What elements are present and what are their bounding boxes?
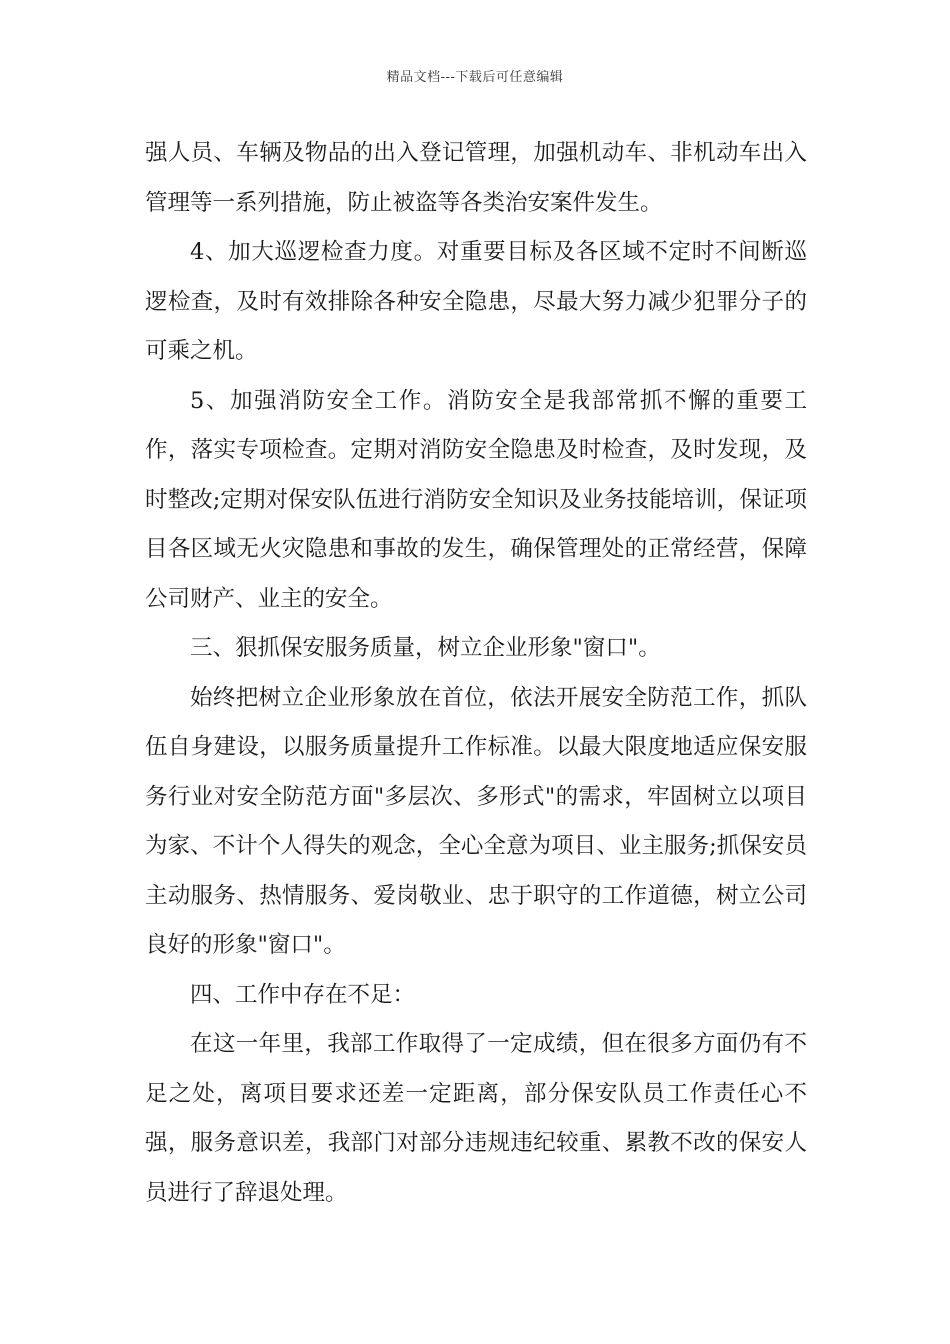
paragraph-patrol-inspection: 4、加大巡逻检查力度。对重要目标及各区域不定时不间断巡逻检查，及时有效排除各种安全隐患，尽最大努力减少犯罪分子的可乘之机。 bbox=[145, 239, 807, 364]
paragraph-corporate-image: 始终把树立企业形象放在首位，依法开展安全防范工作，抓队伍自身建设，以服务质量提升工作标准。以最大限度地适应保安服务行业对安全防范方面"多层次、多形式"的需求，牢固树立以项目为家、不计个人得失的观念，全心全意为项目、业主服务;抓保安员主动服务、热情服务、爱岗敬业、忠于职守的工作道德，树立公司良好的形象"窗口"。 bbox=[145, 684, 807, 958]
paragraph-shortcomings: 在这一年里，我部工作取得了一定成绩，但在很多方面仍有不足之处，离项目要求还差一定距离，部分保安队员工作责任心不强，服务意识差，我部门对部分违规违纪较重、累教不改的保安人员进行了辞退处理。 bbox=[145, 1031, 807, 1206]
page-header: 精品文档---下载后可任意编辑 bbox=[386, 70, 564, 85]
section-heading-service-quality: 三、狠抓保安服务质量，树立企业形象"窗口"。 bbox=[190, 635, 661, 661]
paragraph-continuation: 强人员、车辆及物品的出入登记管理，加强机动车、非机动车出入管理等一系列措施，防止被盗等各类治安案件发生。 bbox=[145, 140, 807, 216]
paragraph-fire-safety: 5、加强消防安全工作。消防安全是我部常抓不懈的重要工作，落实专项检查。定期对消防安全隐患及时检查，及时发现，及时整改;定期对保安队伍进行消防安全知识及业务技能培训，保证项目各区域无火灾隐患和事故的发生，确保管理处的正常经营，保障公司财产、业主的安全。 bbox=[145, 387, 807, 612]
section-heading-shortcomings: 四、工作中存在不足： bbox=[190, 981, 416, 1008]
document-body bbox=[145, 129, 807, 1218]
